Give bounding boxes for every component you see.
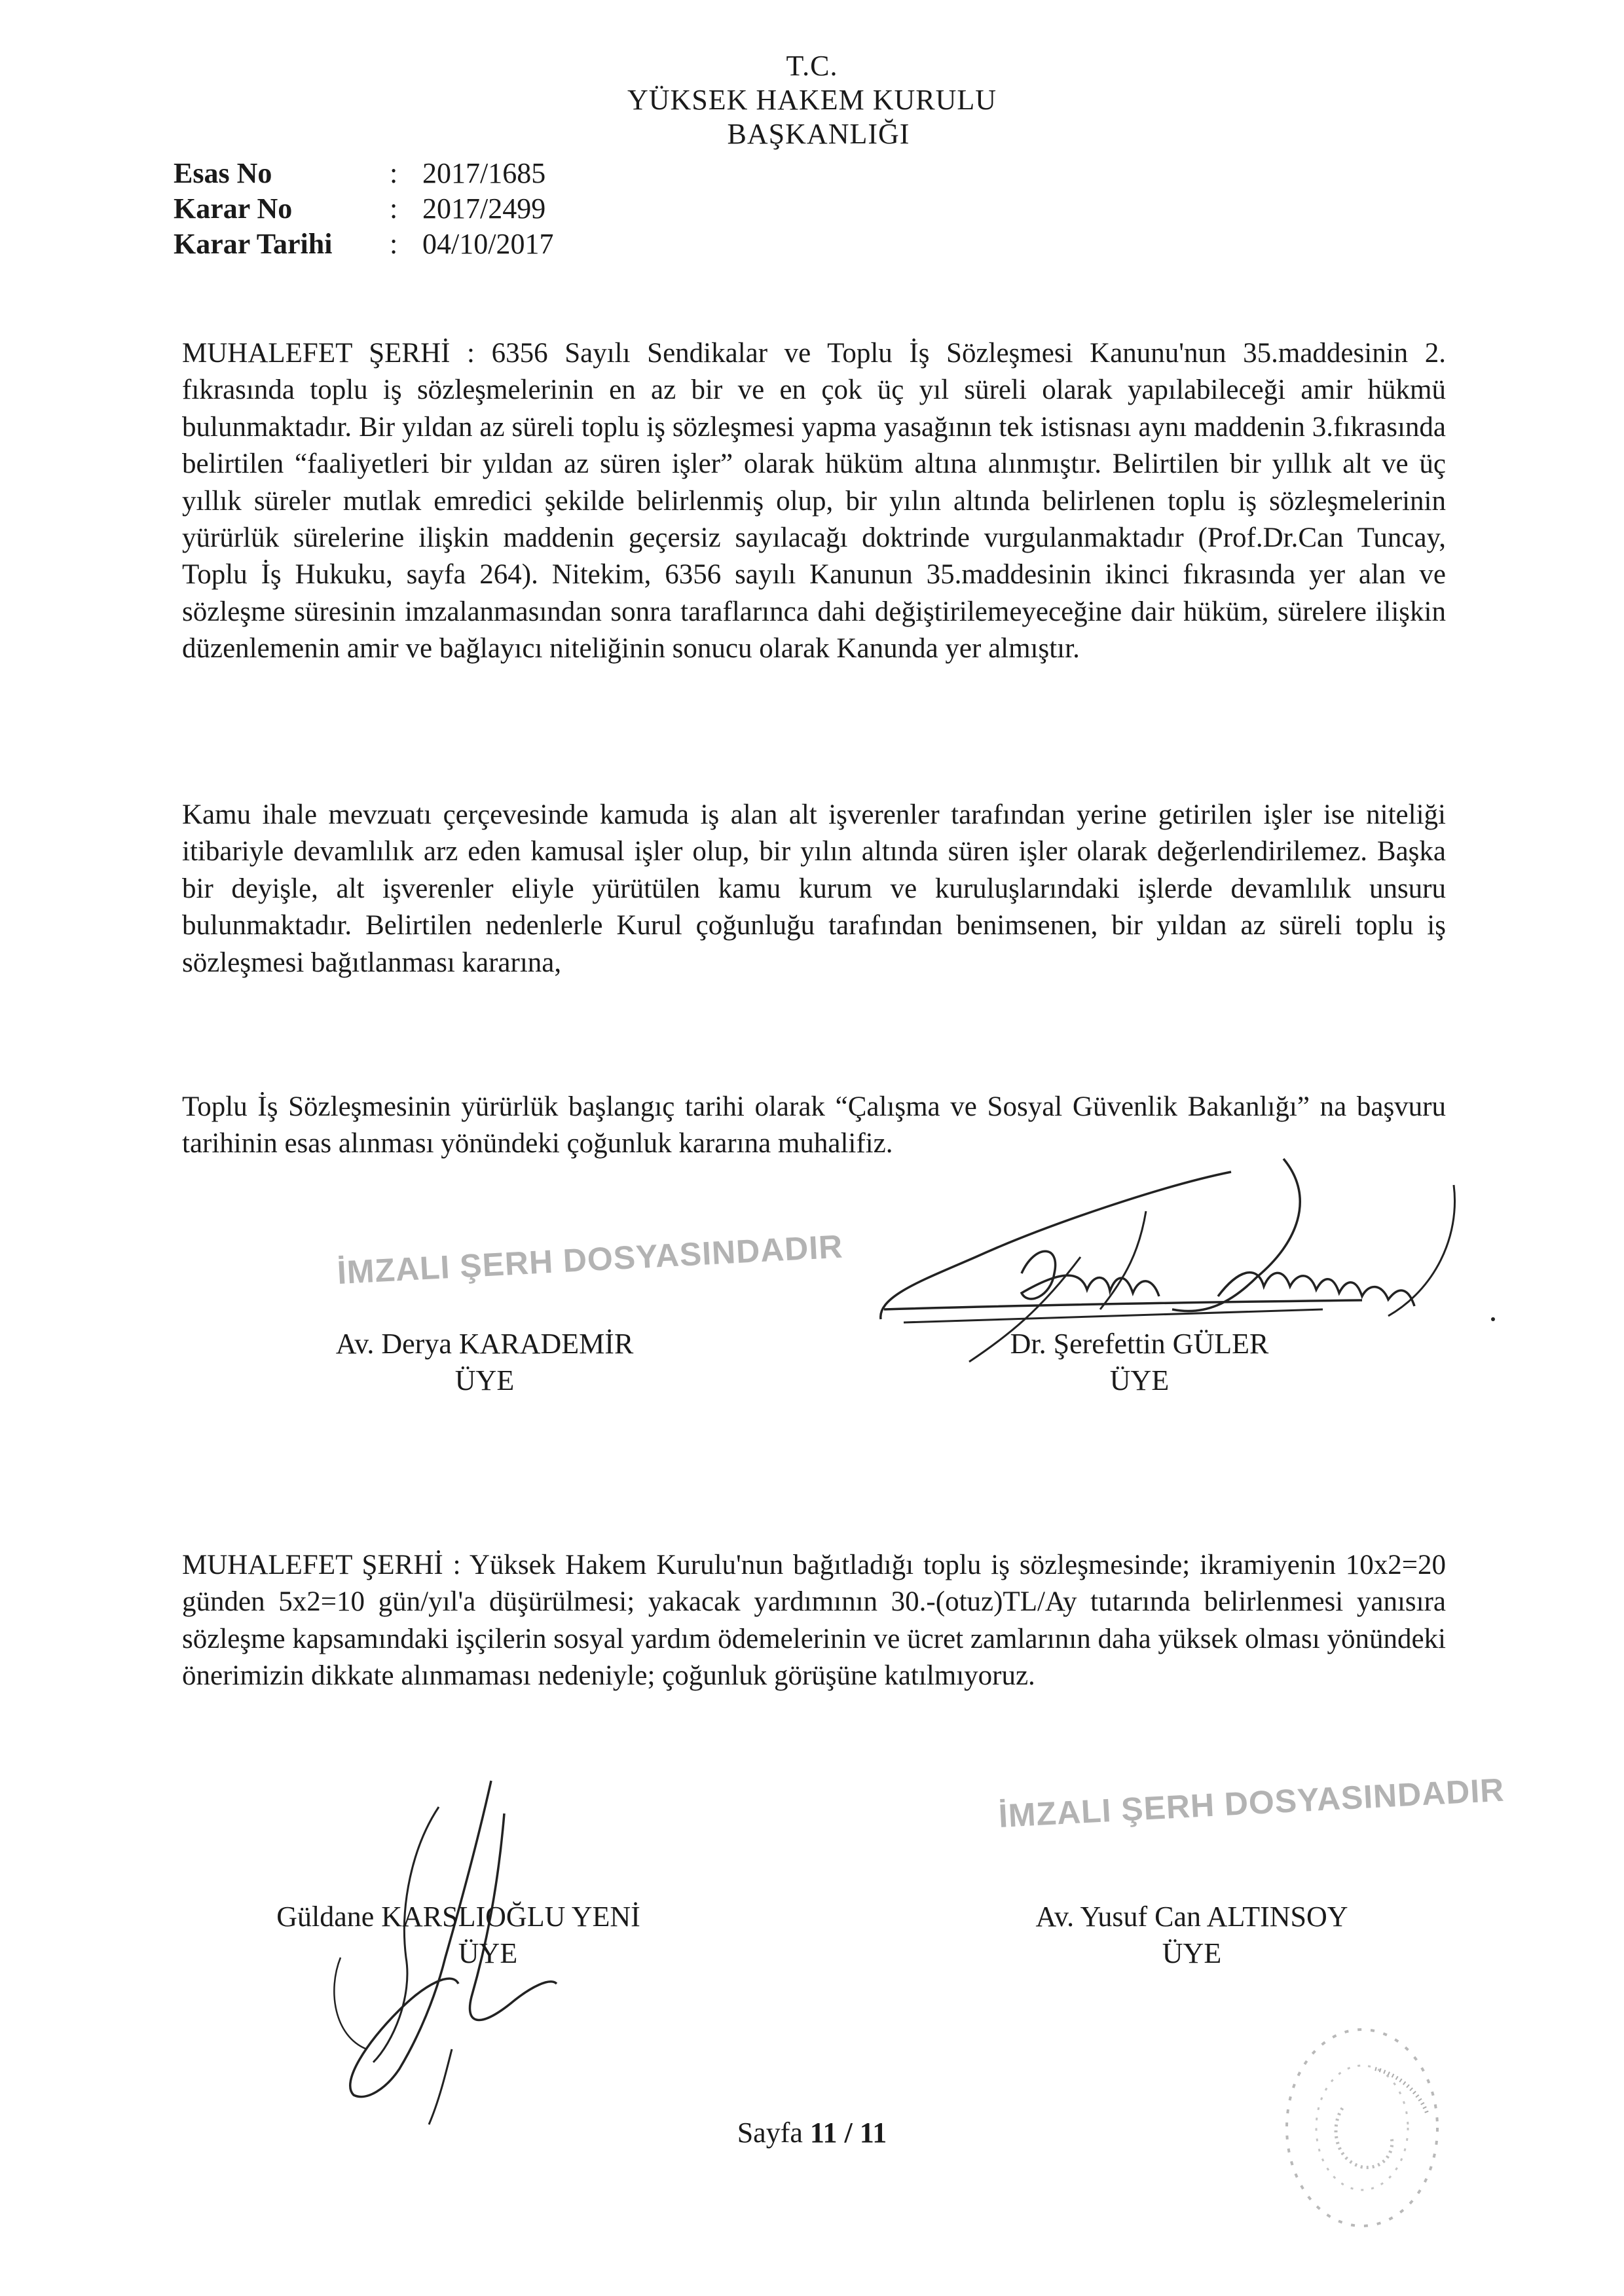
tarih-colon: : [390, 228, 398, 260]
document-header [0, 49, 1624, 151]
page-prefix: Sayfa [737, 2117, 803, 2149]
signatory-karademir-name: Av. Derya KARADEMİR [335, 1328, 634, 1360]
signatory-karademir-role: ÜYE [454, 1364, 515, 1396]
signature-on-file-stamp-right: İMZALI ŞERH DOSYASINDADIR [997, 1771, 1505, 1834]
esas-label: Esas No [174, 157, 272, 189]
signatory-altinsoy-role: ÜYE [1162, 1937, 1222, 1969]
page-current: 11 [809, 2117, 838, 2149]
dissent-1-paragraph-1: MUHALEFET ŞERHİ : 6356 Sayılı Sendikalar ve Toplu İş Sözleşmesi Kanunu'nun 35.maddesinin 2. fıkrasında toplu iş sözleşmelerinin en az bir ve en çok üç yıl süreli olarak yapılabileceği amir hükmü bulunmaktadır. Bir yıldan az süreli toplu iş sözleşmesi yapma yasağının tek istisnası aynı maddenin 3.fıkrasında belirtilen “faaliyetleri bir yıldan az süren işler” olarak hüküm altına alınmıştır. Belirtilen bir yıllık alt ve üç yıllık süreler mutlak emredici şekilde belirlenmiş olup, bir yılın altında belirlenen toplu iş sözleşmelerinin yürürlük sürelerine ilişkin maddenin geçersiz sayılacağı doktrinde vurgulanmaktadır (Prof.Dr.Can Tuncay, Toplu İş Hukuku, sayfa 264). Nitekim, 6356 sayılı Kanunun 35.maddesinin ikinci fıkrasında yer alan ve sözleşme süresinin imzalanmasından sonra taraflarınca dahi değiştirilemeyeceğine dair hüküm, sürelere ilişkin düzenlemenin amir ve bağlayıcı niteliğinin sonucu olarak Kanunda yer almıştır. [182, 338, 1446, 665]
signatory-guler-name: Dr. Şerefettin GÜLER [1010, 1328, 1269, 1360]
meta-esas-row [174, 156, 553, 191]
case-meta [174, 156, 553, 262]
karar-label: Karar No [174, 192, 293, 225]
signatory-altinsoy-name: Av. Yusuf Can ALTINSOY [1035, 1901, 1348, 1933]
signature-on-file-stamp-left: İMZALI ŞERH DOSYASINDADIR [336, 1228, 844, 1291]
signatory-karslioglu-name: Güldane KARSLIOĞLU YENİ [276, 1901, 640, 1933]
dissent-2-paragraph-1: MUHALEFET ŞERHİ : Yüksek Hakem Kurulu'nun bağıtladığı toplu iş sözleşmesinde; ikramiyenin 10x2=20 günden 5x2=10 gün/yıl'a düşürülmesi; yakacak yardımının 30.-(otuz)TL/Ay tutarında belirlenmesi yanısıra sözleşme kapsamındaki işçilerin sosyal yardım ödemelerinin ve ücret zamlarının daha yüksek olması yönündeki önerimizin dikkate alınmaması nedeniyle; çoğunluk görüşüne katılmıyoruz. [182, 1550, 1446, 1692]
dissent-1-paragraph-2: Kamu ihale mevzuatı çerçevesinde kamuda iş alan alt işverenler tarafından yerine getirilen işler ise niteliği itibariyle devamlılık arz eden kamusal işler olup, bir yılın altında süren işler olarak değerlendirilemez. Başka bir deyişle, alt işverenler eliyle yürütülen kamu kurum ve kuruluşlarındaki işlerde devamlılık unsuru bulunmaktadır. Belirtilen nedenlerle Kurul çoğunluğu tarafından benimsenen, bir yıldan az süreli toplu iş sözleşmesi bağıtlanması kararına, [182, 799, 1446, 978]
page-number [0, 2116, 1624, 2149]
meta-tarih-row [174, 227, 553, 262]
signatory-guler-role: ÜYE [1109, 1364, 1170, 1396]
signatory-karslioglu [216, 1899, 701, 1972]
signatory-karslioglu-role: ÜYE [458, 1937, 518, 1969]
header-department: BAŞKANLIĞI [727, 118, 910, 150]
signatory-altinsoy [989, 1899, 1395, 1972]
page-total: 11 [859, 2117, 887, 2149]
esas-colon: : [390, 157, 398, 189]
meta-karar-row [174, 191, 553, 227]
header-tc: T.C. [786, 50, 838, 82]
header-institution: YÜKSEK HAKEM KURULU [627, 84, 997, 116]
signatory-guler [969, 1326, 1310, 1399]
signatory-karademir [288, 1326, 681, 1399]
karar-colon: : [390, 192, 398, 225]
tarih-label: Karar Tarihi [174, 228, 333, 260]
esas-value: 2017/1685 [422, 157, 546, 189]
page-separator: / [844, 2117, 853, 2149]
karar-value: 2017/2499 [422, 192, 546, 225]
tarih-value: 04/10/2017 [422, 228, 554, 260]
dissent-1-paragraph-3: Toplu İş Sözleşmesinin yürürlük başlangıç tarihi olarak “Çalışma ve Sosyal Güvenlik Bakanlığı” na başvuru tarihinin esas alınması yönündeki çoğunluk kararına muhalifiz. [182, 1091, 1446, 1159]
